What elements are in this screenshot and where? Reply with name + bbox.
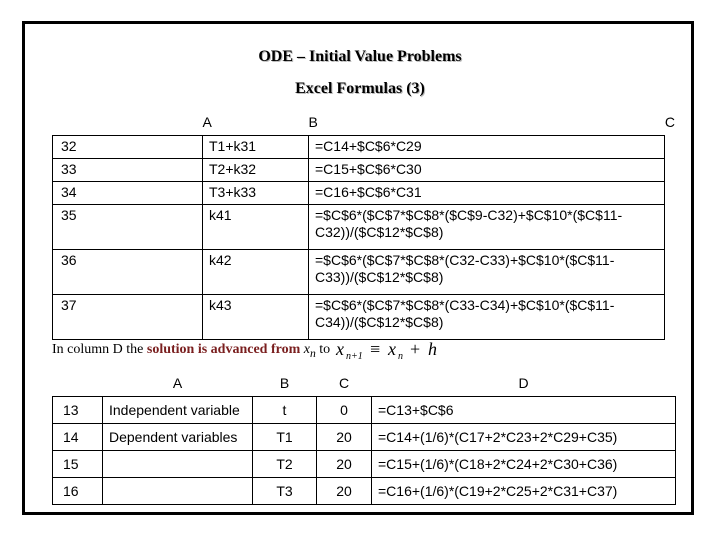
cell-value: 0 — [317, 397, 372, 424]
row-number: 35 — [53, 205, 203, 250]
update-equation — [334, 338, 454, 362]
note-prefix: In column D the — [52, 342, 144, 358]
explanation-note — [52, 338, 692, 360]
cell-formula: =C13+$C$6 — [372, 397, 676, 424]
cell-label: Dependent variables — [103, 424, 253, 451]
cell-label: k41 — [203, 205, 309, 250]
table-row — [53, 136, 676, 159]
svg-text:n+1: n+1 — [345, 351, 363, 362]
cell-variable: t — [253, 397, 317, 424]
row-number: 36 — [53, 250, 203, 295]
row-number: 34 — [53, 182, 203, 205]
table-row — [53, 451, 676, 478]
row-number: 14 — [53, 424, 103, 451]
row-number: 15 — [53, 451, 103, 478]
column-header-d: D — [518, 374, 529, 391]
cell-label: k43 — [203, 295, 309, 340]
cell-value: 20 — [317, 451, 372, 478]
cell-label: T3+k33 — [203, 182, 309, 205]
note-var: x — [303, 342, 310, 358]
column-header-a: A — [172, 374, 183, 391]
slide-title: ODE – Initial Value Problems — [258, 48, 462, 65]
cell-formula: =C14+$C$6*C29 — [309, 136, 665, 159]
cell-value: 20 — [317, 478, 372, 505]
cell-formula: =C15+(1/6)*(C18+2*C24+2*C30+C36) — [372, 451, 676, 478]
column-header-b: B — [279, 374, 290, 391]
svg-text:+: + — [409, 339, 420, 359]
column-header-c: C — [338, 374, 350, 391]
table-row — [53, 159, 676, 182]
cell-formula: =C14+(1/6)*(C17+2*C23+2*C29+C35) — [372, 424, 676, 451]
column-header-a: A — [202, 114, 212, 130]
row-number: 16 — [53, 478, 103, 505]
cell-formula: =$C$6*($C$7*$C$8*(C32-C33)+$C$10*($C$11-C33))/($C$12*$C$8) — [309, 250, 665, 295]
formula-table-lower — [52, 369, 676, 505]
svg-text:n: n — [397, 351, 403, 362]
cell-label: T2+k32 — [203, 159, 309, 182]
row-number: 13 — [53, 397, 103, 424]
cell-value: 20 — [317, 424, 372, 451]
table-row — [53, 205, 676, 250]
note-highlight: solution is advanced from — [146, 342, 301, 358]
svg-text:x: x — [387, 339, 396, 359]
cell-variable: T3 — [253, 478, 317, 505]
table-row — [53, 478, 676, 505]
column-header-c: C — [664, 114, 675, 131]
note-suffix: to — [319, 342, 331, 358]
table-row — [53, 424, 676, 451]
slide-subtitle: Excel Formulas (3) — [295, 80, 425, 97]
table-row — [53, 250, 676, 295]
cell-label: Independent variable — [103, 397, 253, 424]
cell-formula: =C16+$C$6*C31 — [309, 182, 665, 205]
table-row — [53, 295, 676, 340]
formula-table-upper — [52, 109, 676, 340]
column-header-blank — [53, 109, 203, 136]
svg-text:h: h — [427, 339, 437, 359]
svg-text:≡: ≡ — [369, 339, 380, 359]
row-number: 37 — [53, 295, 203, 340]
column-header-blank — [53, 369, 103, 397]
row-number: 33 — [53, 159, 203, 182]
cell-variable: T1 — [253, 424, 317, 451]
table-row — [53, 397, 676, 424]
cell-label — [103, 451, 253, 478]
cell-formula: =C15+$C$6*C30 — [309, 159, 665, 182]
cell-formula: =C16+(1/6)*(C19+2*C25+2*C31+C37) — [372, 478, 676, 505]
cell-label: T1+k31 — [203, 136, 309, 159]
table-row — [53, 182, 676, 205]
row-number: 32 — [53, 136, 203, 159]
note-sub: n — [309, 347, 316, 361]
cell-formula: =$C$6*($C$7*$C$8*(C33-C34)+$C$10*($C$11-C34))/($C$12*$C$8) — [309, 295, 665, 340]
column-header-b: B — [308, 114, 318, 130]
cell-formula: =$C$6*($C$7*$C$8*($C$9-C32)+$C$10*($C$11-C32))/($C$12*$C$8) — [309, 205, 665, 250]
svg-text:x: x — [335, 339, 344, 359]
cell-label — [103, 478, 253, 505]
cell-label: k42 — [203, 250, 309, 295]
cell-variable: T2 — [253, 451, 317, 478]
